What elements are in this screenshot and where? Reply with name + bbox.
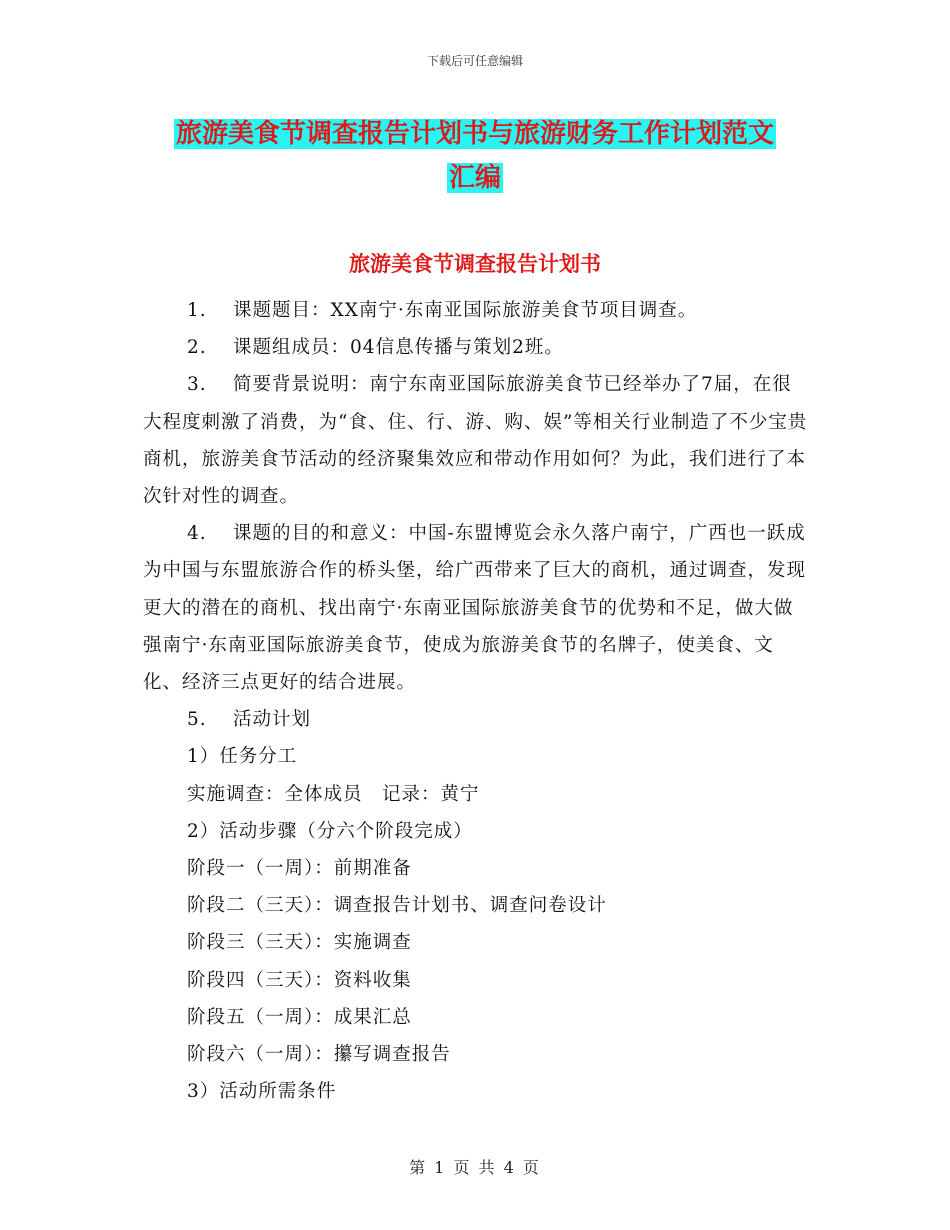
paragraph-background: 3. 简要背景说明：南宁东南亚国际旅游美食节已经举办了7届，在很大程度刺激了消费，为“食、住、行、游、购、娱”等相关行业制造了不少宝贵商机，旅游美食节活动的经济聚集效应和带动作用如何？为此，我们进行了本次针对性的调查。	[143, 374, 808, 508]
list-item: 阶段五（一周）：成果汇总	[187, 1006, 412, 1028]
list-item: 阶段四（三天）：资料收集	[187, 969, 412, 991]
list-item: 阶段一（一周）：前期准备	[187, 858, 412, 880]
body-text	[143, 292, 808, 1110]
document-title-line-1: 旅游美食节调查报告计划书与旅游财务工作计划范文	[175, 119, 774, 149]
list-item: 2）活动步骤（分六个阶段完成）	[187, 820, 473, 842]
list-item: 3）活动所需条件	[187, 1081, 337, 1103]
list-item: 阶段六（一周）：攥写调查报告	[187, 1044, 451, 1066]
list-item: 实施调查：全体成员 记录：黄宁	[187, 783, 480, 805]
paragraph-activity-plan: 5. 活动计划	[187, 709, 312, 731]
header-note: 下载后可任意编辑	[426, 54, 523, 68]
paragraph-purpose: 4. 课题的目的和意义：中国-东盟博览会永久落户南宁，广西也一跃成为中国与东盟旅游合作的桥头堡，给广西带来了巨大的商机，通过调查，发现更大的潜在的商机、找出南宁·东南亚国际旅游美食节的优势和不足，做大做强南宁·东南亚国际旅游美食节，使成为旅游美食节的名牌子，使美食、文化、经济三点更好的结合进展。	[143, 523, 807, 694]
document-title	[0, 112, 950, 200]
list-item: 阶段三（三天）：实施调查	[187, 932, 412, 954]
document-title-line-2: 汇编	[448, 163, 501, 193]
list-item: 1）任务分工	[187, 746, 298, 768]
paragraph-topic: 1. 课题题目：XX南宁·东南亚国际旅游美食节项目调查。	[187, 300, 698, 321]
section-title: 旅游美食节调查报告计划书	[349, 252, 601, 276]
paragraph-members: 2. 课题组成员：04信息传播与策划2班。	[187, 337, 564, 359]
list-item: 阶段二（三天）：调查报告计划书、调查问卷设计	[187, 895, 607, 917]
page-footer: 第 1 页 共 4 页	[409, 1158, 541, 1177]
